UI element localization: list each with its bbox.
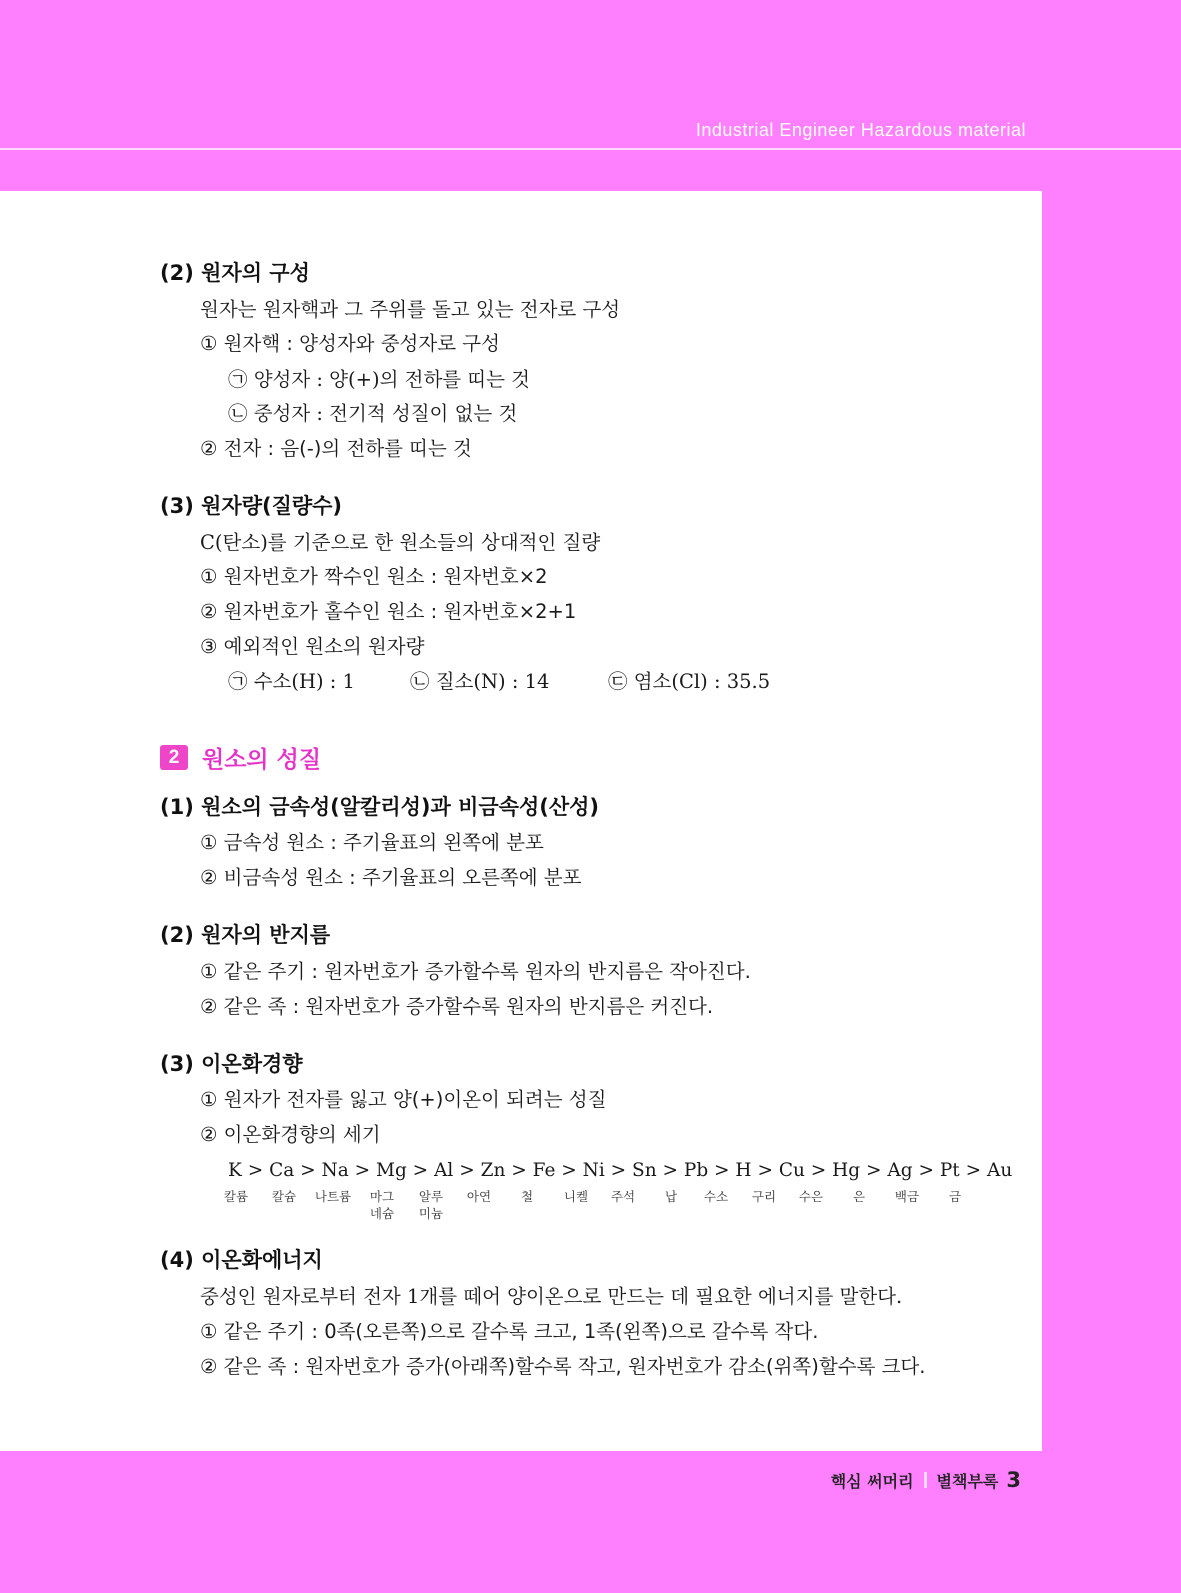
element-name: 은 [852,1189,866,1204]
list-item: ① 같은 주기 : 원자번호가 증가할수록 원자의 반지름은 작아진다. [200,960,751,983]
list-item: ① 원자가 전자를 잃고 양(+)이온이 되려는 성질 [200,1088,607,1111]
element-name: 니켈 [563,1189,589,1204]
list-item: ② 전자 : 음(-)의 전하를 띠는 것 [200,437,472,460]
list-item: ③ 예외적인 원소의 원자량 [200,635,425,658]
list-item: ② 같은 족 : 원자번호가 증가할수록 원자의 반지름은 커진다. [200,995,714,1018]
list-item: ① 같은 주기 : 0족(오른쪽)으로 갈수록 크고, 1족(왼쪽)으로 갈수록 작다. [200,1320,819,1343]
element-name: 아연 [466,1189,492,1204]
header-title: Industrial Engineer Hazardous material [695,120,1026,140]
text-line: 중성인 원자로부터 전자 1개를 떼어 양이온으로 만드는 데 필요한 에너지를 말한다. [200,1285,903,1308]
element-name: 납 [664,1189,678,1204]
element-name: 주석 [610,1189,636,1204]
element-name: 수은 [798,1189,824,1204]
element-name: 철 [520,1189,534,1204]
heading-ionization-tendency: (3) 이온화경향 [160,1052,303,1076]
element-name: 칼륨 [223,1189,249,1204]
element-name: 칼슘 [271,1189,297,1204]
heading-atomic-mass: (3) 원자량(질량수) [160,494,343,518]
list-item: ㉡ 중성자 : 전기적 성질이 없는 것 [228,402,518,425]
element-name: 금 [948,1189,962,1204]
element-name: 수소 [703,1189,729,1204]
footer-book-title: 핵심 써머리 [830,1471,914,1491]
example-item: ㉡ 질소(N) : 14 [410,670,550,693]
list-item: ① 금속성 원소 : 주기율표의 왼쪽에 분포 [200,831,544,854]
list-item: ① 원자핵 : 양성자와 중성자로 구성 [200,332,500,355]
heading-metallic: (1) 원소의 금속성(알칼리성)과 비금속성(산성) [160,795,599,819]
list-item: ① 원자번호가 짝수인 원소 : 원자번호×2 [200,565,548,588]
element-name: 마그 네슘 [369,1189,395,1221]
example-item: ㉠ 수소(H) : 1 [228,670,355,693]
heading-atomic-radius: (2) 원자의 반지름 [160,923,331,947]
footer [831,1468,1021,1492]
ionization-series: K > Ca > Na > Mg > Al > Zn > Fe > Ni > Sn > Pb > H > Cu > Hg > Ag > Pt > Au [228,1160,1013,1181]
heading-atom-structure: (2) 원자의 구성 [160,261,310,285]
text-line: 원자는 원자핵과 그 주위를 돌고 있는 전자로 구성 [200,298,621,321]
page-number: 3 [1006,1468,1021,1492]
section-heading [160,741,321,774]
footer-separator [924,1472,927,1488]
heading-ionization-energy: (4) 이온화에너지 [160,1248,323,1272]
list-item: ② 같은 족 : 원자번호가 증가(아래쪽)할수록 작고, 원자번호가 감소(위쪽)할수록 크다. [200,1355,926,1378]
list-item: ② 비금속성 원소 : 주기율표의 오른쪽에 분포 [200,866,582,889]
section-title: 원소의 성질 [202,747,322,773]
example-item: ㉢ 염소(Cl) : 35.5 [608,670,771,693]
footer-appendix: 별책부록 [936,1471,999,1491]
element-name: 알루 미늄 [418,1189,444,1221]
text-line: C(탄소)를 기준으로 한 원소들의 상대적인 질량 [200,531,601,554]
element-name: 백금 [894,1189,920,1204]
list-item: ㉠ 양성자 : 양(+)의 전하를 띠는 것 [228,368,531,391]
element-name: 구리 [751,1189,777,1204]
section-number-badge: 2 [160,745,188,770]
list-item: ② 이온화경향의 세기 [200,1123,381,1146]
list-item: ② 원자번호가 홀수인 원소 : 원자번호×2+1 [200,600,577,623]
header-rule [0,148,1181,150]
element-name: 나트륨 [314,1189,352,1204]
